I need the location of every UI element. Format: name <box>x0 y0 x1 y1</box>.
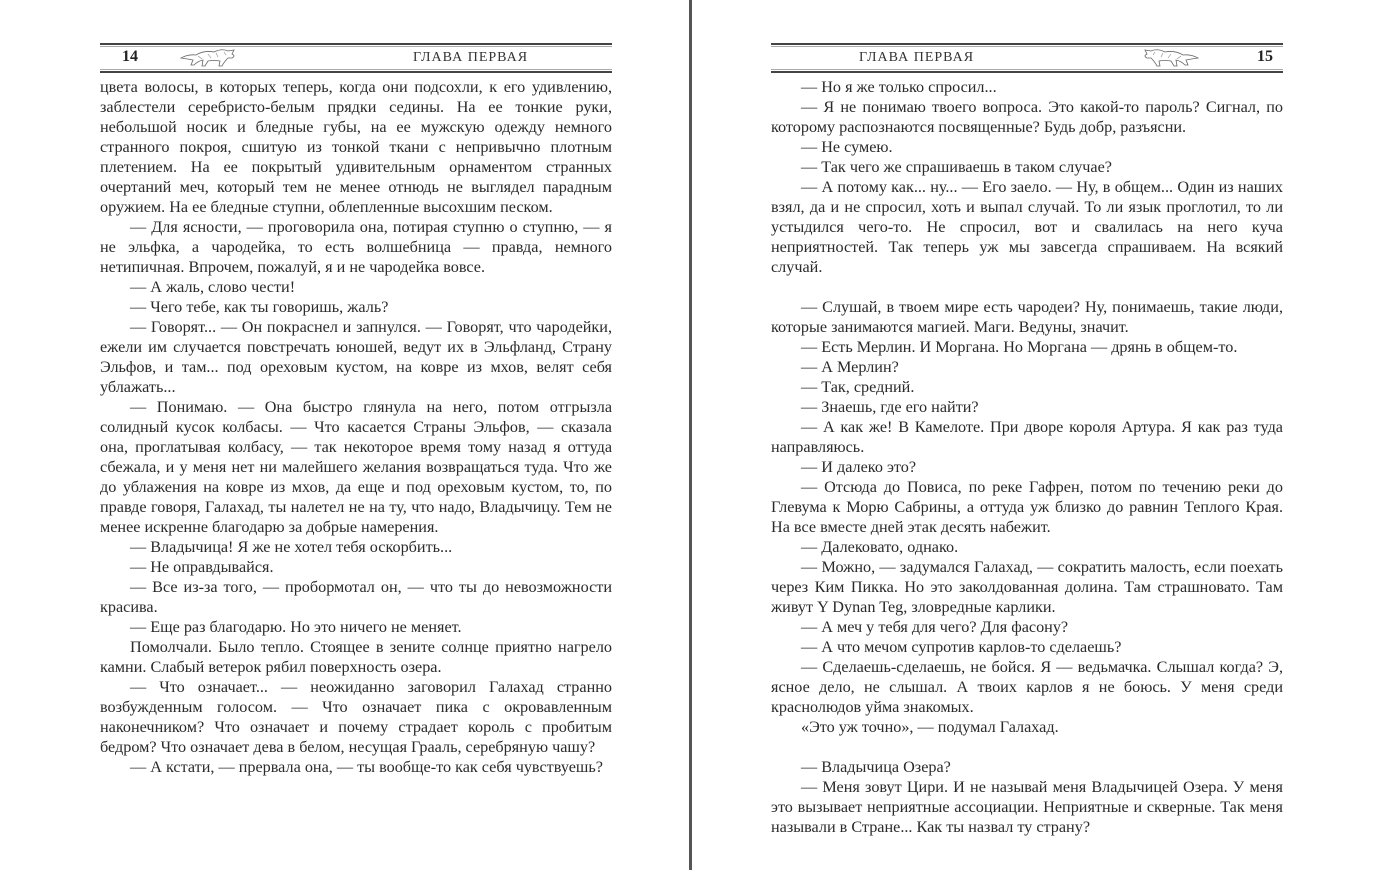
paragraph: — Отсюда до Повиса, по реке Гафрен, потом по течению реки до Глевума к Морю Сабрины, а оттуда уж близко до равнин Теплого Края. На все вместе дней этак десять набежит. <box>771 478 1283 536</box>
paragraph: — А кстати, — прервала она, — ты вообще-то как себя чувствуешь? <box>130 758 603 776</box>
paragraph: — Так, средний. <box>801 378 915 396</box>
paragraph: — Есть Мерлин. И Моргана. Но Моргана — дрянь в общем-то. <box>801 338 1238 356</box>
paragraph: — Еще раз благодарю. Но это ничего не меняет. <box>130 618 462 636</box>
paragraph: — Все из-за того, — пробормотал он, — что ты до невозможности красива. <box>100 578 612 616</box>
paragraph: — Понимаю. — Она быстро глянула на него, потом отгрызла солидный кусок колбасы. — Что касается Страны Эльфов, — сказала она, проглатывая колбасу, — так некоторое время тому назад я оттуда сбежала, и у меня нет ни малейшего желания возвращаться туда. Что же до ублажения на ковре из мхов, да еще и под ореховым кустом, то, по правде говоря, Галахад, ты налетел не на ту, что надо, Владычицу. Тем не менее искренне благодарю за добрые намерения. <box>100 398 612 536</box>
page-number: 15 <box>1257 48 1273 65</box>
running-head: ГЛАВА ПЕРВАЯ <box>413 50 529 65</box>
paragraph: «Это уж точно», — подумал Галахад. <box>801 718 1059 736</box>
page-header <box>100 43 612 73</box>
paragraph: — Не сумею. <box>801 138 893 156</box>
running-head: ГЛАВА ПЕРВАЯ <box>859 50 975 65</box>
paragraph: — Знаешь, где его найти? <box>801 398 979 416</box>
paragraph: — Для ясности, — проговорила она, потирая ступню о ступню, — я не эльфка, а чародейка, то есть волшебница — правда, немного нетипичная. Впрочем, пожалуй, я и не чародейка вовсе. <box>100 218 612 276</box>
paragraph: — Владычица! Я же не хотел тебя оскорбить... <box>130 538 453 556</box>
paragraph: — Слушай, в твоем мире есть чародеи? Ну, понимаешь, такие люди, которые занимаются магией. Маги. Ведуны, значит. <box>771 298 1283 336</box>
paragraph: — Что означает... — неожиданно заговорил Галахад странно возбужденным голосом. — Что означает пика с окровавленным наконечником? Что означает и почему страдает король с пробитым бедром? Что означает дева в белом, несущая Грааль, серебряную чашу? <box>100 678 612 756</box>
page-text <box>771 77 1283 837</box>
page-text <box>100 77 612 777</box>
left-page <box>100 0 612 870</box>
right-page <box>771 0 1283 870</box>
paragraph: — А как же! В Камелоте. При дворе короля Артура. Я как раз туда направляюсь. <box>771 418 1283 456</box>
wolf-ornament-icon <box>1141 46 1201 68</box>
paragraph: — А Мерлин? <box>801 358 899 376</box>
wolf-ornament-icon <box>178 46 238 68</box>
paragraph: — Меня зовут Цири. И не называй меня Владычицей Озера. У меня это вызывает неприятные ассоциации. Неприятные и скверные. Так меня называли в Стране... Как ты назвал ту страну? <box>771 778 1283 836</box>
paragraph: — Можно, — задумался Галахад, — сократить малость, если поехать через Ким Пикка. Но это заколдованная долина. Там страшновато. Там живут Y Dynan Teg, зловредные карлики. <box>771 558 1283 616</box>
paragraph: — И далеко это? <box>801 458 917 476</box>
paragraph: — Так чего же спрашиваешь в таком случае? <box>801 158 1112 176</box>
paragraph: — А что мечом супротив карлов-то сделаешь? <box>801 638 1122 656</box>
paragraph: цвета волосы, в которых теперь, когда они подсохли, к его удивлению, заблестели серебристо-белым прядки седины. На ее тонкие руки, небольшой носик и бледные губы, на ее мужскую одежду немного странного покроя, сшитую из тонкой ткани с непривычно плотным плетением. На ее покрытый удивительным орнаментом странных очертаний меч, который тем не менее отнюдь не выглядел парадным оружием. На ее бледные ступни, облепленные высохшим песком. <box>100 78 612 216</box>
paragraph: — А потому как... ну... — Его заело. — Ну, в общем... Один из наших взял, да и не спросил, хоть и выпал случай. То ли язык проглотил, то ли устыдился чего-то. Не спросил, вот и свалилась на него куча неприятностей. Так теперь уж мы завсегда спрашиваем. На всякий случай. <box>771 178 1283 276</box>
paragraph: — Но я же только спросил... <box>801 78 997 96</box>
page-header <box>771 43 1283 73</box>
paragraph: — Далековато, однако. <box>801 538 959 556</box>
paragraph: — Не оправдывайся. <box>130 558 274 576</box>
paragraph: — Владычица Озера? <box>801 758 951 776</box>
book-spine <box>689 0 692 870</box>
paragraph: — Говорят... — Он покраснел и запнулся. — Говорят, что чародейки, ежели им случается повстречать юношей, ведут их в Эльфланд, Страну Эльфов, и там... под ореховым кустом, на ковре из мхов, велят себя ублажать... <box>100 318 612 396</box>
paragraph: Помолчали. Было тепло. Стоящее в зените солнце приятно нагрело камни. Слабый ветерок рябил поверхность озера. <box>100 638 612 676</box>
paragraph: — А жаль, слово чести! <box>130 278 296 296</box>
paragraph: — А меч у тебя для чего? Для фасону? <box>801 618 1069 636</box>
page-number: 14 <box>122 48 138 65</box>
paragraph: — Чего тебе, как ты говоришь, жаль? <box>130 298 389 316</box>
paragraph: — Я не понимаю твоего вопроса. Это какой-то пароль? Сигнал, по которому распознаются посвященные? Будь добр, разъясни. <box>771 98 1283 136</box>
paragraph: — Сделаешь-сделаешь, не бойся. Я — ведьмачка. Слышал когда? Э, ясное дело, не слышал. А твоих карлов я не боюсь. У меня среди краснолюдов уйма знакомых. <box>771 658 1283 716</box>
